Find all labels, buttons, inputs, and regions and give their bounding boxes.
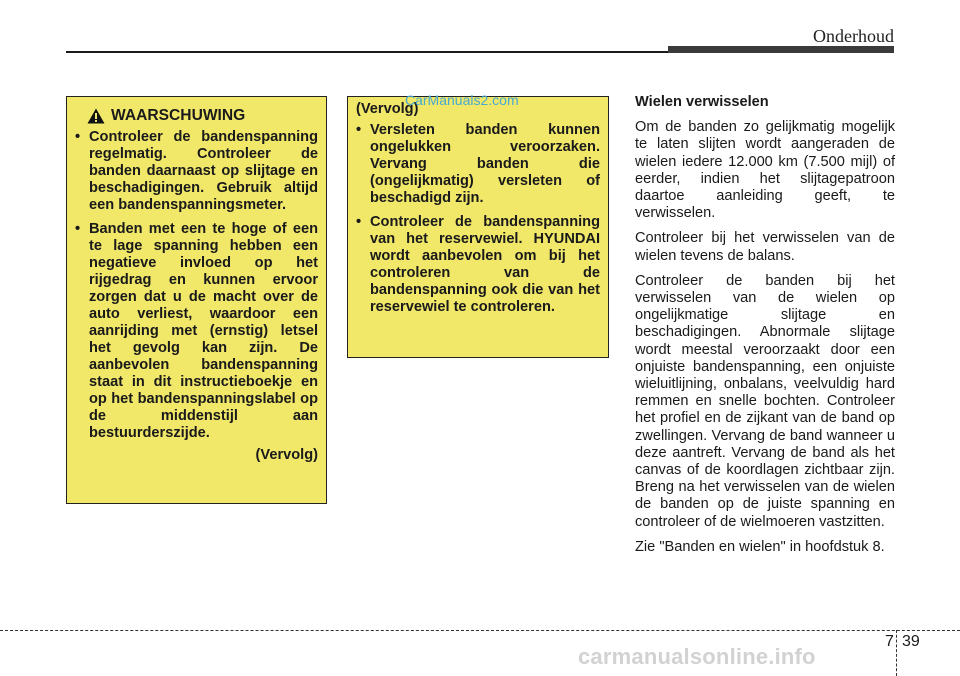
warning-heading-text: WAARSCHUWING [111, 107, 246, 124]
paragraph: Zie "Banden en wielen" in hoofdstuk 8. [635, 538, 885, 555]
page-number: 39 [902, 633, 920, 650]
section-heading: Wielen verwisselen [635, 94, 769, 110]
warning-bullet: • Versleten banden kunnen ongelukken veroorzaken. Vervang banden die (ongelijkmatig) versleten of beschadigd zijn. [356, 122, 600, 207]
warning-bullet: • Banden met een te hoge of een te lage spanning hebben een negatieve invloed op het rijgedrag en kunnen ervoor zorgen dat u de macht over de auto verliest, waardoor een aanrijding met (ernstig) letsel het gevolg kan zijn. De aanbevolen bandenspanning staat in dit instructieboekje en op het bandenspanningslabel op de middenstijl aan bestuurderszijde. [75, 221, 318, 442]
warning-box [66, 96, 327, 504]
page-number-divider [896, 630, 897, 676]
continued-label: (Vervolg) [356, 101, 419, 117]
rotation-section [635, 94, 895, 564]
footer-rule [0, 630, 960, 631]
warning-box-continued [347, 96, 609, 358]
paragraph: Om de banden zo gelijkmatig mogelijk te laten slijten wordt aangeraden de wielen iedere 12.000 km (7.500 mijl) of eerder, indien het slijtagepatroon daartoe aanleiding geeft, te verwisselen. [635, 119, 895, 222]
chapter-number: 7 [885, 633, 894, 650]
section-title: Onderhoud [813, 26, 894, 46]
paragraph: Controleer bij het verwisselen van de wielen tevens de balans. [635, 230, 895, 264]
header-rule [66, 51, 670, 53]
paragraph: Controleer de banden bij het verwisselen van de wielen op ongelijkmatige slijtage en beschadigingen. Abnormale slijtage wordt meestal veroorzaakt door een onjuiste bandenspanning, een onjuiste wieluitlijning, onbalans, veelvuldig hard remmen en snelle bochten. Controleer het profiel en de zijkant van de band op zwellingen. Vervang de band wanneer u deze aantreft. Vervang de band als het canvas of de koordlagen zichtbaar zijn. Breng na het verwisselen van de wielen de banden op de juiste spanning en controleer of de wielmoeren vastzitten. [635, 272, 895, 530]
header-rule-accent [668, 46, 894, 53]
watermark-bottom[interactable]: carmanualsonline.info [578, 644, 816, 669]
warning-triangle-icon [87, 108, 105, 124]
warning-bullet: • Controleer de bandenspanning van het reservewiel. HYUNDAI wordt aanbevolen om bij het controleren van de bandenspanning ook die van het reservewiel te controleren. [356, 214, 600, 316]
warning-bullet: • Controleer de bandenspanning regelmatig. Controleer de banden daarnaast op slijtage en beschadigingen. Gebruik altijd een bandenspanningsmeter. [75, 129, 318, 214]
warning-heading [87, 107, 318, 124]
continued-label: (Vervolg) [255, 447, 318, 463]
watermark-top[interactable]: CarManuals2.com [405, 92, 519, 108]
